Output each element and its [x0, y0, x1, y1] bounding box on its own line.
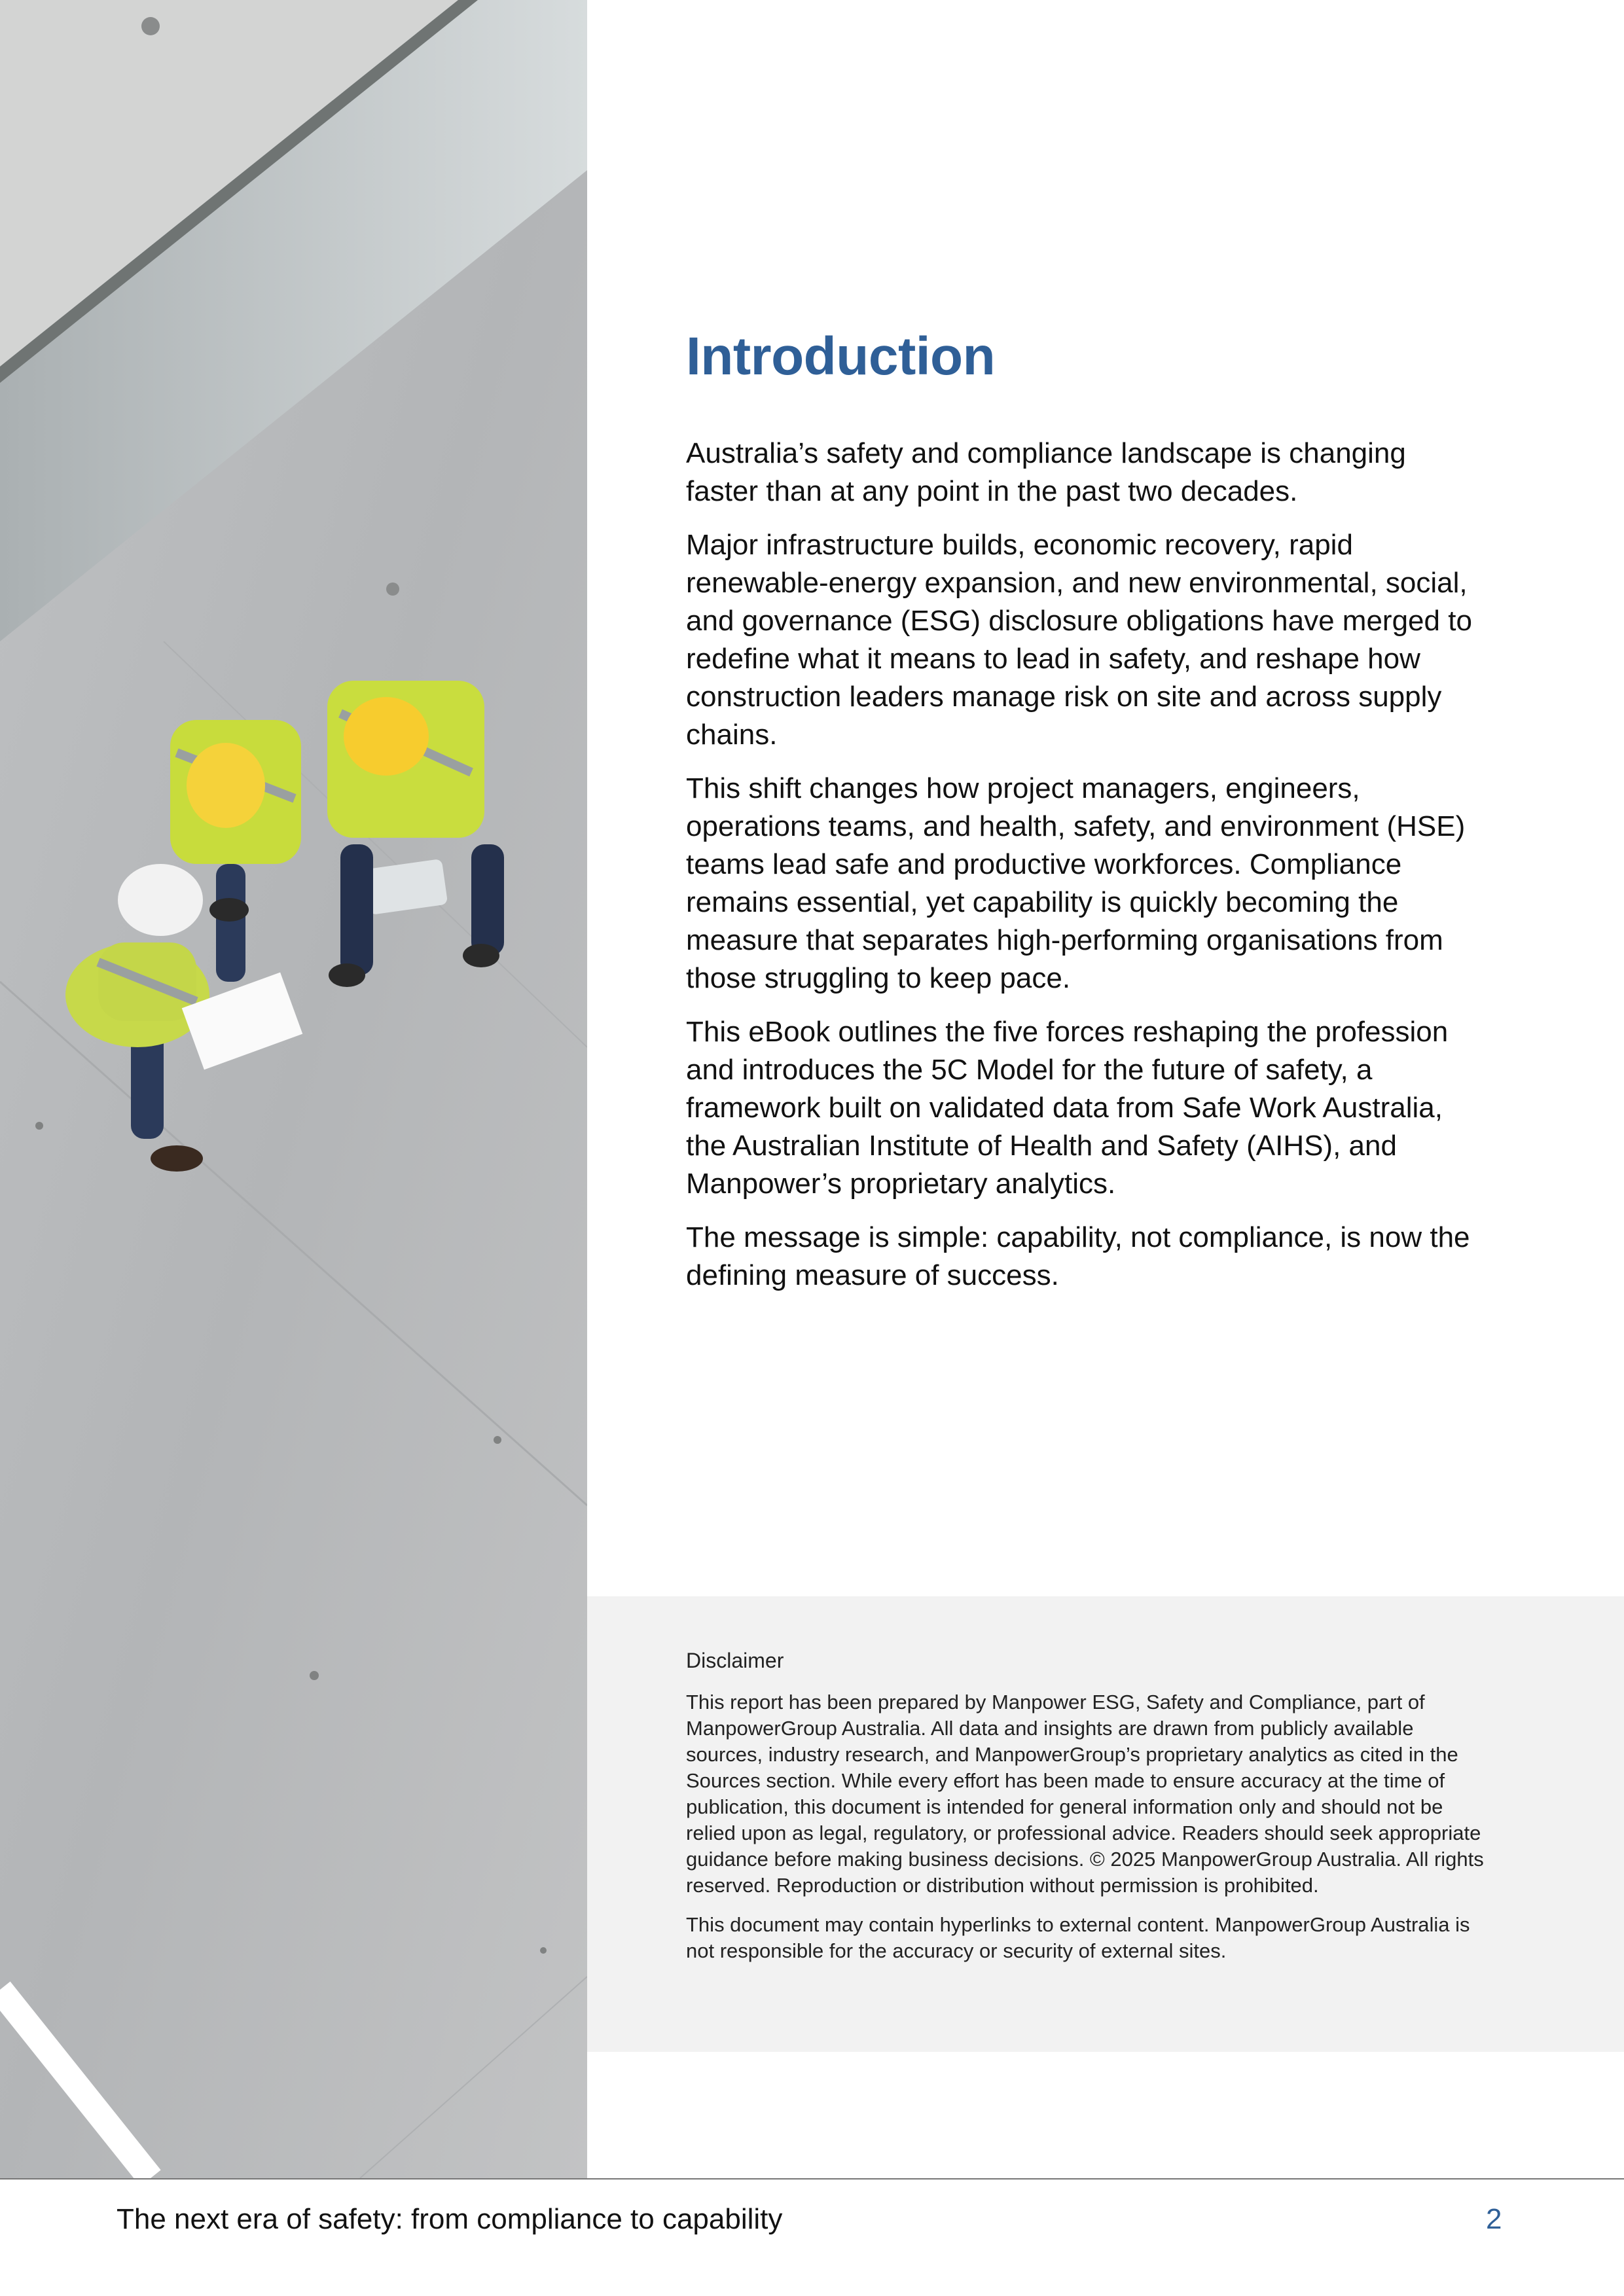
- disclaimer-paragraph: This report has been prepared by Manpower ESG, Safety and Compliance, part of ManpowerGroup Australia. All data and insights are drawn from publicly available sources, industry research, and ManpowerGroup’s proprietary analytics as cited in the Sources section. While every effort has been made to ensure accuracy at the time of publication, this document is intended for general information only and should not be relied upon as legal, regulatory, or professional advice. Readers should seek appropriate guidance before making business decisions. © 2025 ManpowerGroup Australia. All rights reserved. Reproduction or distribution without permission is prohibited.: [686, 1691, 1484, 1897]
- footer-divider: [0, 2178, 1624, 2179]
- disclaimer-heading: Disclaimer: [686, 1649, 784, 1672]
- footer-title: The next era of safety: from compliance to capability: [117, 2203, 783, 2235]
- construction-workers-photo: [0, 0, 587, 2178]
- page-title: Introduction: [686, 327, 996, 386]
- intro-paragraph: Major infrastructure builds, economic recovery, rapid renewable-energy expansion, and new environmental, social, and governance (ESG) disclosure obligations have merged to redefine what it means to lead in safety, and reshape how construction leaders manage risk on site and across supply chains.: [686, 529, 1472, 751]
- intro-paragraph: This shift changes how project managers, engineers, operations teams, and health, safety, and environment (HSE) teams lead safe and productive workforces. Compliance remains essential, yet capability is quickly becoming the measure that separates high-performing organisations from those struggling to keep pace.: [686, 772, 1466, 995]
- intro-paragraph: The message is simple: capability, not compliance, is now the defining measure of success.: [686, 1221, 1470, 1292]
- disclaimer-paragraph: This document may contain hyperlinks to external content. ManpowerGroup Australia is not responsible for the accuracy or security of external sites.: [686, 1913, 1470, 1962]
- page-number: 2: [1486, 2203, 1502, 2235]
- introduction-section: [686, 327, 1485, 1310]
- intro-paragraph: Australia’s safety and compliance landscape is changing faster than at any point in the past two decades.: [686, 437, 1406, 508]
- intro-paragraph: This eBook outlines the five forces reshaping the profession and introduces the 5C Model for the future of safety, a framework built on validated data from Safe Work Australia, the Australian Institute of Health and Safety (AIHS), and Manpower’s proprietary analytics.: [686, 1016, 1449, 1200]
- disclaimer-box: [587, 1596, 1624, 2052]
